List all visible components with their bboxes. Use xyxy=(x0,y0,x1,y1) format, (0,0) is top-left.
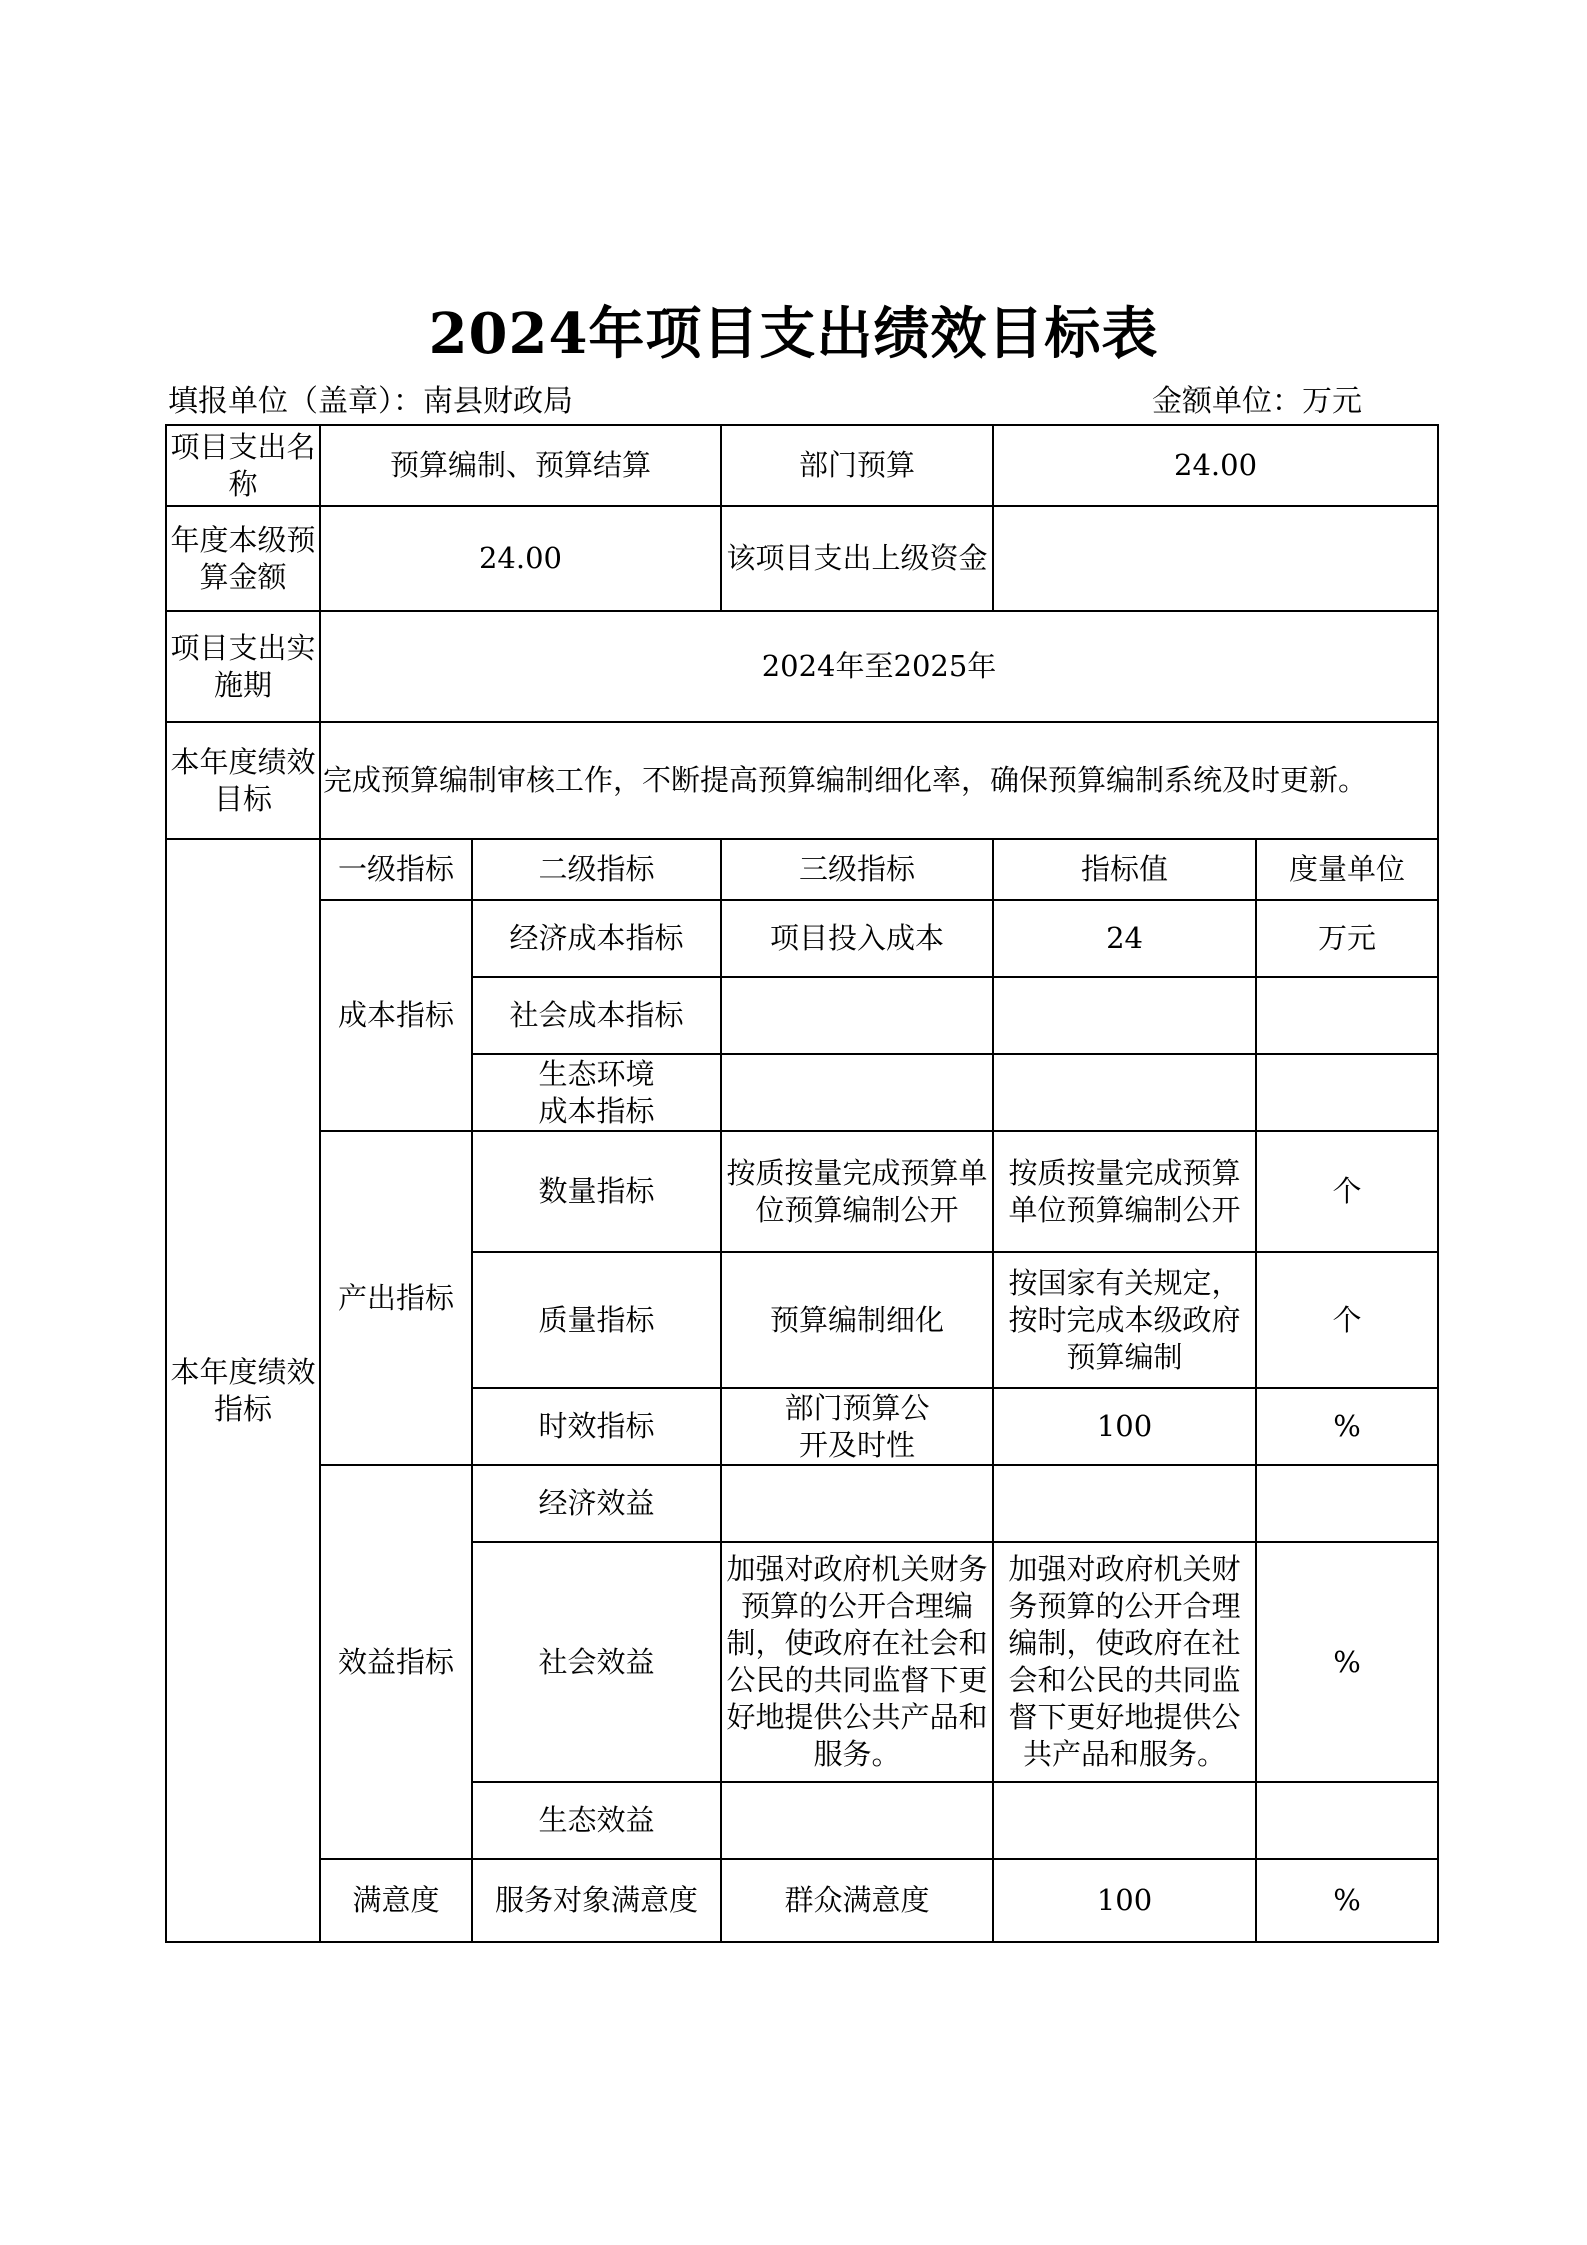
dept-budget-label: 部门预算 xyxy=(721,425,993,506)
level2-cell: 质量指标 xyxy=(472,1252,721,1388)
performance-target-table xyxy=(165,424,1439,1943)
dept-budget-value: 24.00 xyxy=(993,425,1438,506)
value-cell: 100 xyxy=(993,1859,1256,1942)
value-cell: 按质按量完成预算单位预算编制公开 xyxy=(993,1131,1256,1252)
level2-cell: 生态环境成本指标 xyxy=(472,1054,721,1131)
table-row xyxy=(166,1131,1438,1252)
amount-unit: 金额单位：万元 xyxy=(1152,384,1362,419)
header-level3: 三级指标 xyxy=(721,839,993,900)
value-cell xyxy=(993,1054,1256,1131)
annual-budget-row xyxy=(166,506,1438,611)
table-row xyxy=(166,900,1438,977)
project-name-label: 项目支出名称 xyxy=(166,425,320,506)
period-label: 项目支出实施期 xyxy=(166,611,320,722)
level3-cell xyxy=(721,1782,993,1859)
period-value: 2024年至2025年 xyxy=(320,611,1438,722)
page-title: 2024年项目支出绩效目标表 xyxy=(428,301,1159,367)
annual-budget-label: 年度本级预算金额 xyxy=(166,506,320,611)
level3-cell: 按质按量完成预算单位预算编制公开 xyxy=(721,1131,993,1252)
level2-cell: 经济效益 xyxy=(472,1465,721,1542)
level2-cell: 时效指标 xyxy=(472,1388,721,1465)
header-value: 指标值 xyxy=(993,839,1256,900)
project-name-value: 预算编制、预算结算 xyxy=(320,425,721,506)
goal-label: 本年度绩效目标 xyxy=(166,722,320,839)
level3-cell: 项目投入成本 xyxy=(721,900,993,977)
level2-cell: 社会成本指标 xyxy=(472,977,721,1054)
output-indicator-label: 产出指标 xyxy=(320,1131,472,1465)
level3-cell: 部门预算公开及时性 xyxy=(721,1388,993,1465)
header-level2: 二级指标 xyxy=(472,839,721,900)
cost-indicator-label: 成本指标 xyxy=(320,900,472,1131)
table-row xyxy=(166,1859,1438,1942)
unit-cell: 个 xyxy=(1256,1131,1438,1252)
unit-cell: % xyxy=(1256,1859,1438,1942)
unit-cell xyxy=(1256,977,1438,1054)
value-cell: 24 xyxy=(993,900,1256,977)
value-cell: 加强对政府机关财务预算的公开合理编制，使政府在社会和公民的共同监督下更好地提供公共产品和服务。 xyxy=(993,1542,1256,1782)
level2-cell: 经济成本指标 xyxy=(472,900,721,977)
period-row xyxy=(166,611,1438,722)
upper-funds-label: 该项目支出上级资金 xyxy=(721,506,993,611)
indicator-section-label: 本年度绩效指标 xyxy=(166,839,320,1942)
annual-budget-value: 24.00 xyxy=(320,506,721,611)
level3-cell: 预算编制细化 xyxy=(721,1252,993,1388)
unit-cell: 个 xyxy=(1256,1252,1438,1388)
unit-cell xyxy=(1256,1782,1438,1859)
upper-funds-value xyxy=(993,506,1438,611)
unit-cell xyxy=(1256,1465,1438,1542)
level2-cell: 服务对象满意度 xyxy=(472,1859,721,1942)
satisfaction-indicator-label: 满意度 xyxy=(320,1859,472,1942)
level2-cell: 数量指标 xyxy=(472,1131,721,1252)
level3-cell xyxy=(721,1054,993,1131)
goal-value: 完成预算编制审核工作，不断提高预算编制细化率，确保预算编制系统及时更新。 xyxy=(320,722,1438,839)
level3-cell: 加强对政府机关财务预算的公开合理编制，使政府在社会和公民的共同监督下更好地提供公共产品和服务。 xyxy=(721,1542,993,1782)
value-cell xyxy=(993,977,1256,1054)
value-cell xyxy=(993,1782,1256,1859)
benefit-indicator-label: 效益指标 xyxy=(320,1465,472,1859)
table-row xyxy=(166,1465,1438,1542)
value-cell: 按国家有关规定，按时完成本级政府预算编制 xyxy=(993,1252,1256,1388)
unit-cell: % xyxy=(1256,1388,1438,1465)
header-unit: 度量单位 xyxy=(1256,839,1438,900)
level3-cell: 群众满意度 xyxy=(721,1859,993,1942)
indicator-header-row xyxy=(166,839,1438,900)
goal-row xyxy=(166,722,1438,839)
level3-cell xyxy=(721,1465,993,1542)
unit-cell xyxy=(1256,1054,1438,1131)
header-level1: 一级指标 xyxy=(320,839,472,900)
value-cell: 100 xyxy=(993,1388,1256,1465)
unit-cell: % xyxy=(1256,1542,1438,1782)
project-name-row xyxy=(166,425,1438,506)
level3-cell xyxy=(721,977,993,1054)
filing-unit: 填报单位（盖章）：南县财政局 xyxy=(168,384,573,419)
unit-cell: 万元 xyxy=(1256,900,1438,977)
level2-cell: 社会效益 xyxy=(472,1542,721,1782)
value-cell xyxy=(993,1465,1256,1542)
level2-cell: 生态效益 xyxy=(472,1782,721,1859)
